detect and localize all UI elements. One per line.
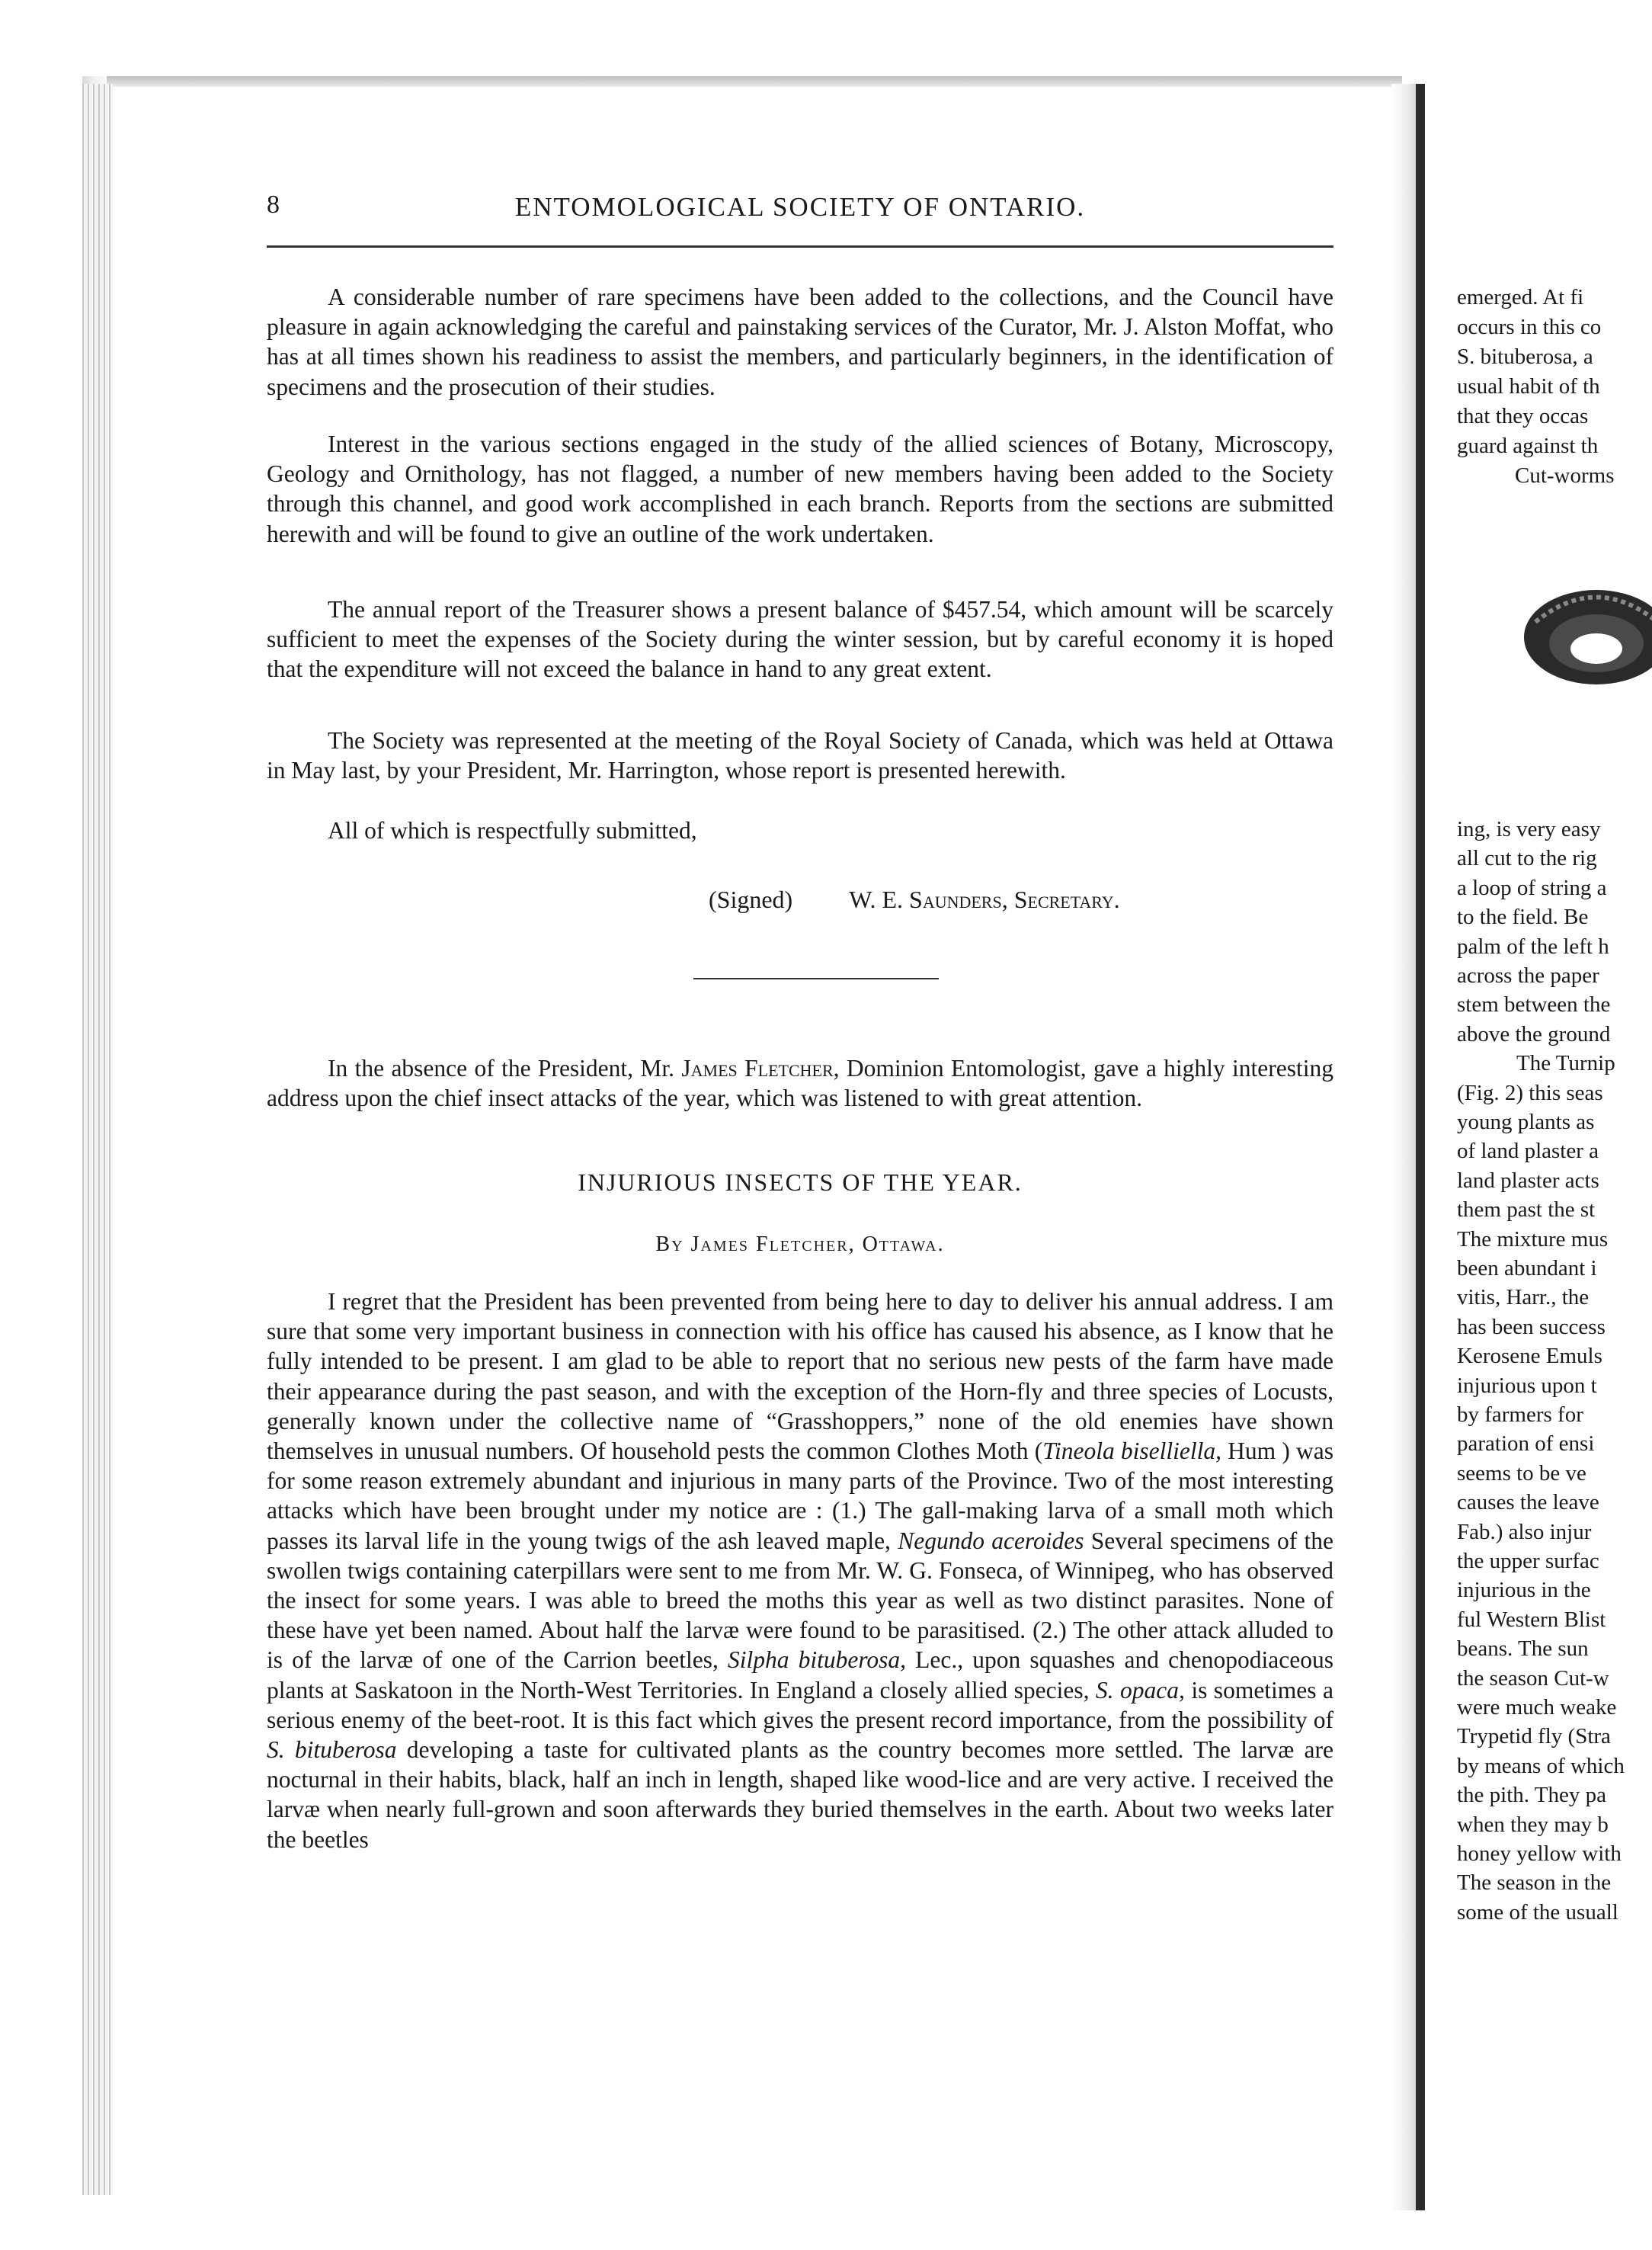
right-page-line-4: that they occas xyxy=(1457,404,1589,428)
running-head xyxy=(267,191,1333,236)
right-page-lower-line-3: to the field. Be xyxy=(1457,905,1589,930)
right-page-lower-line-36: The season in the xyxy=(1457,1870,1612,1896)
right-page-line-6: Cut-worms xyxy=(1515,463,1615,488)
right-page-line-2: S. bituberosa, a xyxy=(1457,345,1593,369)
address-text-6: developing a taste for cultivated plants as the country becomes more settled. The larvæ are nocturnal in their habits, black, half an inch in length, shaped like wood-lice and are very active. I received the larvæ when nearly full-grown and soon afterwards they buried themselves in the earth. About two weeks later the beetles xyxy=(267,1736,1333,1853)
page-number: 8 xyxy=(267,191,280,219)
right-page-lower-line-14: The mixture mus xyxy=(1457,1226,1609,1252)
right-page-lower-line-26: injurious in the xyxy=(1457,1578,1591,1603)
right-page-lower-line-11: of land plaster a xyxy=(1457,1139,1599,1164)
report-paragraph-2: Interest in the various sections engaged in the study of the allied sciences of Botany, Microscopy, Geology and Ornithology, has not flagged, a number of new members having been added to the Society through this channel, and good work accomplished in each branch. Reports from the sections are submitted herewith and will be found to give an outline of the work undertaken. xyxy=(267,431,1333,547)
right-page-lower-line-9: (Fig. 2) this seas xyxy=(1457,1080,1603,1105)
right-page-line-3: usual habit of th xyxy=(1457,374,1600,399)
intro-text-end: , Dominion Entomologist, gave a highly interesting address upon the chief insect attacks of the year, which was listened to with great attention. xyxy=(267,1055,1334,1112)
address-text-1: I regret that the President has been prevented from being here to day to deliver his annual address. I am sure that some very important business in connection with his office has caused his absence, as I know that he fully intended to be present. I am glad to be able to report that no serious new pests of the farm have made their appearance during the past season, and with the exception of the Horn-fly and three species of Locusts, generally known under the collective name of “Grasshoppers,” none of the old enemies have shown themselves in unusual numbers. Of household pests the common Clothes Moth ( xyxy=(267,1288,1333,1465)
page-top-edge xyxy=(107,76,1402,87)
cutworm-figure xyxy=(1513,576,1652,689)
right-page-lower-line-1: all cut to the rig xyxy=(1457,846,1597,871)
address-text-5: is sometimes a serious enemy of the beet-root. It is this fact which gives the present record importance, from the possibility of xyxy=(267,1676,1333,1733)
right-page-line-1: occurs in this co xyxy=(1457,315,1602,339)
right-page-lower-line-13: them past the st xyxy=(1457,1197,1596,1223)
right-page-lower-line-34: when they may b xyxy=(1457,1812,1609,1837)
report-closing: All of which is respectfully submitted, xyxy=(328,817,697,844)
section-byline: By James Fletcher, Ottawa. xyxy=(655,1232,945,1256)
right-page-lower-line-4: palm of the left h xyxy=(1457,934,1609,959)
right-page-lower-line-19: injurious upon t xyxy=(1457,1373,1597,1398)
signer-name: W. E. Saunders, Secretary. xyxy=(849,886,1120,913)
right-page-lower-line-21: paration of ensi xyxy=(1457,1431,1595,1457)
intro-name: James Fletcher xyxy=(681,1055,834,1082)
right-page-lower-line-25: the upper surfac xyxy=(1457,1549,1599,1573)
scan-background xyxy=(0,0,1652,84)
right-page-lower-line-10: young plants as xyxy=(1457,1110,1595,1134)
species-negundo: Negundo aceroides xyxy=(898,1527,1084,1554)
right-page-lower-line-35: honey yellow with xyxy=(1457,1841,1622,1866)
right-page-lower-line-32: by means of which xyxy=(1457,1753,1625,1778)
report-paragraph-4: The Society was represented at the meeting of the Royal Society of Canada, which was held at Ottawa in May last, by your President, Mr. Harrington, whose report is presented herewith. xyxy=(267,727,1333,784)
signed-label: (Signed) xyxy=(709,886,793,913)
intro-text-start: In the absence of the President, Mr. xyxy=(328,1055,682,1082)
species-s-bituberosa: S. bituberosa xyxy=(267,1736,397,1764)
report-paragraph-3: The annual report of the Treasurer shows a present balance of $457.54, which amount will be scarcely sufficient to meet the expenses of the Society during the winter session, but by careful economy it is hoped that the expenditure will not exceed the balance in hand to any great extent. xyxy=(267,596,1333,683)
right-page-lower-line-2: a loop of string a xyxy=(1457,875,1607,900)
right-page-lower-line-15: been abundant i xyxy=(1457,1256,1597,1280)
address-text-3: Several specimens of the swollen twigs containing caterpillars were sent to me from Mr. W. G. Fonseca, of Winnipeg, who has observed the insect for some years. I was able to breed the moths this year as well as two distinct parasites. None of these have yet been named. About half the larvæ were found to be parasitised. (2.) The other attack alluded to is of the larvæ of one of the Carrion beetles, xyxy=(267,1527,1333,1674)
right-page-lower-line-24: Fab.) also injur xyxy=(1457,1519,1592,1544)
right-page-lower-line-7: above the ground xyxy=(1457,1021,1611,1046)
right-page-lower-line-6: stem between the xyxy=(1457,992,1611,1018)
address-paragraph xyxy=(267,1287,1333,1854)
right-page-lower-line-16: vitis, Harr., the xyxy=(1457,1285,1590,1310)
intro-paragraph xyxy=(267,1053,1333,1113)
address-text-2: Hum ) was for some reason extremely abundant and injurious in many parts of the Province. Two of the most interesting attacks which have been brought under my notice are : (1.) The gall-making larva of a small moth which passes its larval life in the young twigs of the ash leaved maple, xyxy=(267,1438,1334,1554)
section-title: INJURIOUS INSECTS OF THE YEAR. xyxy=(578,1168,1023,1196)
right-page-line-0: emerged. At fi xyxy=(1457,285,1584,309)
right-page-lower-line-18: Kerosene Emuls xyxy=(1457,1344,1602,1369)
right-page-lower-line-31: Trypetid fly (Stra xyxy=(1457,1724,1611,1749)
right-page-lower-line-27: ful Western Blist xyxy=(1457,1607,1606,1632)
address-text-4: Lec., upon squashes and chenopodiaceous plants at Saskatoon in the North-West Territories. In England a closely allied species, xyxy=(267,1646,1334,1704)
species-tineola: Tineola biselliella, xyxy=(1042,1438,1221,1465)
right-page-lower-line-8: The Turnip xyxy=(1516,1051,1615,1076)
right-page-lower-line-22: seems to be ve xyxy=(1457,1460,1586,1486)
right-page-lower-line-37: some of the usuall xyxy=(1457,1899,1618,1925)
right-page-line-5: guard against th xyxy=(1457,434,1599,458)
section-divider xyxy=(693,978,939,979)
right-page-lower-line-33: the pith. They pa xyxy=(1457,1783,1606,1808)
species-s-opaca: S. opaca, xyxy=(1095,1676,1185,1704)
right-page-lower-line-29: the season Cut-w xyxy=(1457,1665,1609,1691)
page-stack-edges xyxy=(82,84,113,2195)
right-page-lower-line-30: were much weake xyxy=(1457,1695,1617,1720)
header-rule xyxy=(267,245,1333,248)
signature-line xyxy=(709,886,1120,914)
right-page-lower-line-17: has been success xyxy=(1457,1314,1606,1339)
right-page-lower-line-12: land plaster acts xyxy=(1457,1168,1599,1193)
right-page-lower-line-0: ing, is very easy xyxy=(1457,817,1601,841)
gutter-shadow xyxy=(1416,84,1425,2210)
species-silpha: Silpha bituberosa, xyxy=(727,1646,907,1674)
right-page-lower-line-5: across the paper xyxy=(1457,963,1599,988)
running-title: ENTOMOLOGICAL SOCIETY OF ONTARIO. xyxy=(514,192,1086,222)
right-page-lower-line-20: by farmers for xyxy=(1457,1402,1583,1427)
right-page-lower-line-23: causes the leave xyxy=(1457,1490,1599,1515)
report-paragraph-1: A considerable number of rare specimens have been added to the collections, and the Council have pleasure in again acknowledging the careful and painstaking services of the Curator, Mr. J. Alston Moffat, who has at all times shown his readiness to assist the members, and particularly beginners, in the identification of specimens and the prosecution of their studies. xyxy=(267,284,1333,400)
right-page-lower-line-28: beans. The sun xyxy=(1457,1636,1589,1662)
